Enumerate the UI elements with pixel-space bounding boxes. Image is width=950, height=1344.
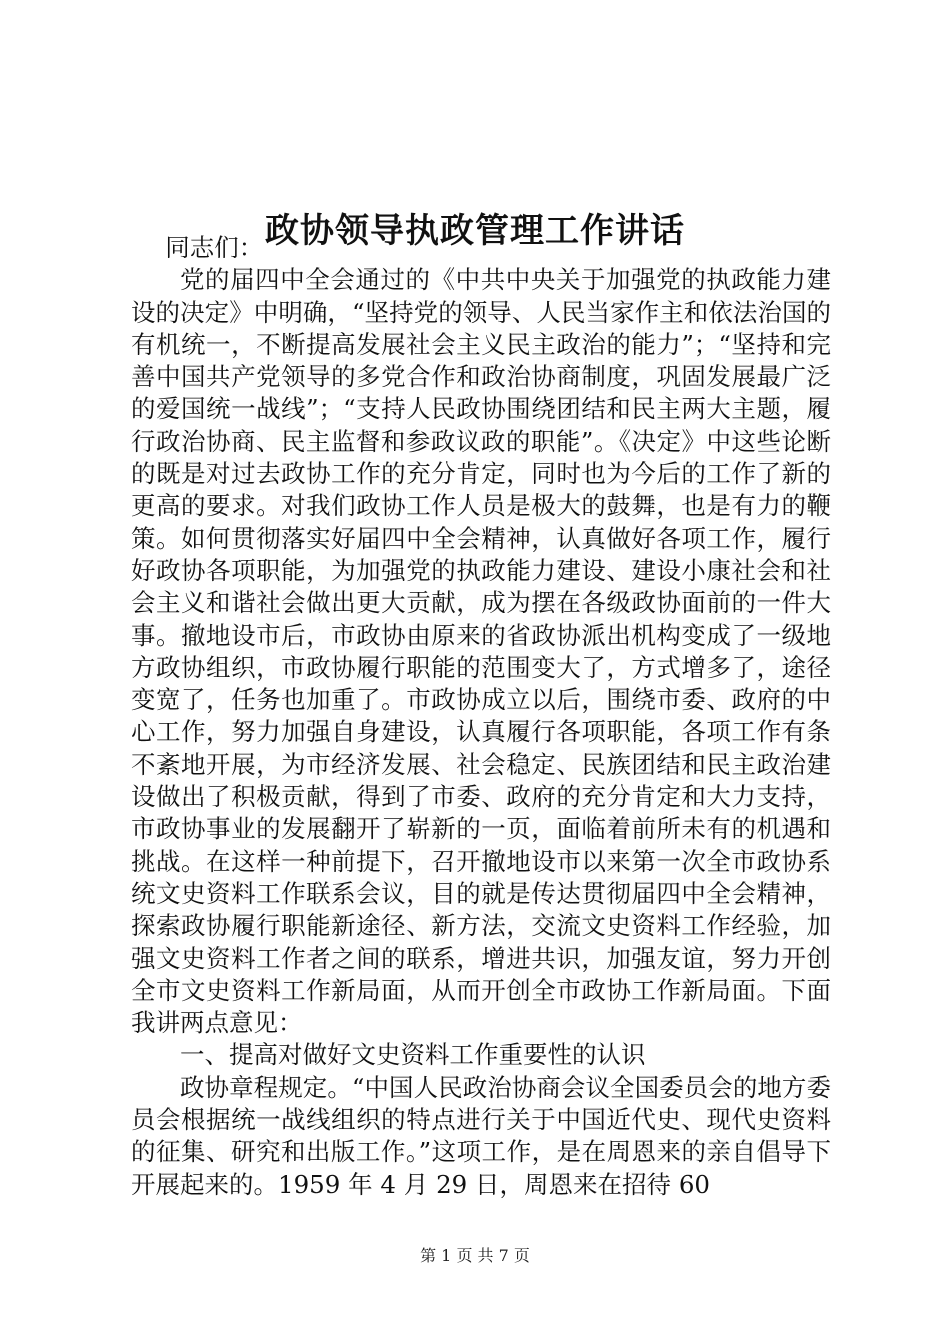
page-footer: 第 1 页 共 7 页 [420, 1246, 530, 1265]
document-title: 政协领导执政管理工作讲话 [265, 210, 685, 251]
paragraph-intro: 党的届四中全会通过的《中共中央关于加强党的执政能力建设的决定》中明确，“坚持党的领导、人民当家作主和依法治国的有机统一，不断提高发展社会主义民主政治的能力”；“坚持和完善中国共产党领导的多党合作和政治协商制度，巩固发展最广泛的爱国统一战线”；“支持人民政协围绕团结和民主两大主题，履行政治协商、民主监督和参政议政的职能”。《决定》中这些论断的既是对过去政协工作的充分肯定，同时也为今后的工作了新的更高的要求。对我们政协工作人员是极大的鼓舞，也是有力的鞭策。如何贯彻落实好届四中全会精神，认真做好各项工作，履行好政协各项职能，为加强党的执政能力建设、建设小康社会和社会主义和谐社会做出更大贡献，成为摆在各级政协面前的一件大事。撤地设市后，市政协由原来的省政协派出机构变成了一级地方政协组织，市政协履行职能的范围变大了，方式增多了，途径变宽了，任务也加重了。市政协成立以后，围绕市委、政府的中心工作，努力加强自身建设，认真履行各项职能，各项工作有条不紊地开展，为市经济发展、社会稳定、民族团结和民主政治建设做出了积极贡献，得到了市委、政府的充分肯定和大力支持，市政协事业的发展翻开了崭新的一页，面临着前所未有的机遇和挑战。在这样一种前提下，召开撤地设市以来第一次全市政协系统文史资料工作联系会议，目的就是传达贯彻届四中全会精神，探索政协履行职能新途径、新方法，交流文史资料工作经验，加强文史资料工作者之间的联系，增进共识，加强友谊，努力开创全市文史资料工作新局面，从而开创全市政协工作新局面。下面我讲两点意见： [131, 265, 831, 1038]
greeting: 同志们： [165, 233, 264, 262]
section-heading: 一、提高对做好文史资料工作重要性的认识 [180, 1040, 646, 1070]
paragraph-charter: 政协章程规定。“中国人民政治协商会议全国委员会的地方委员会根据统一战线组织的特点进行关于中国近代史、现代史资料的征集、研究和出版工作。”这项工作，是在周恩来的亲自倡导下开展起来的。1959 年 4 月 29 日，周恩来在招待 60 [131, 1072, 831, 1199]
document-body [131, 232, 831, 1201]
